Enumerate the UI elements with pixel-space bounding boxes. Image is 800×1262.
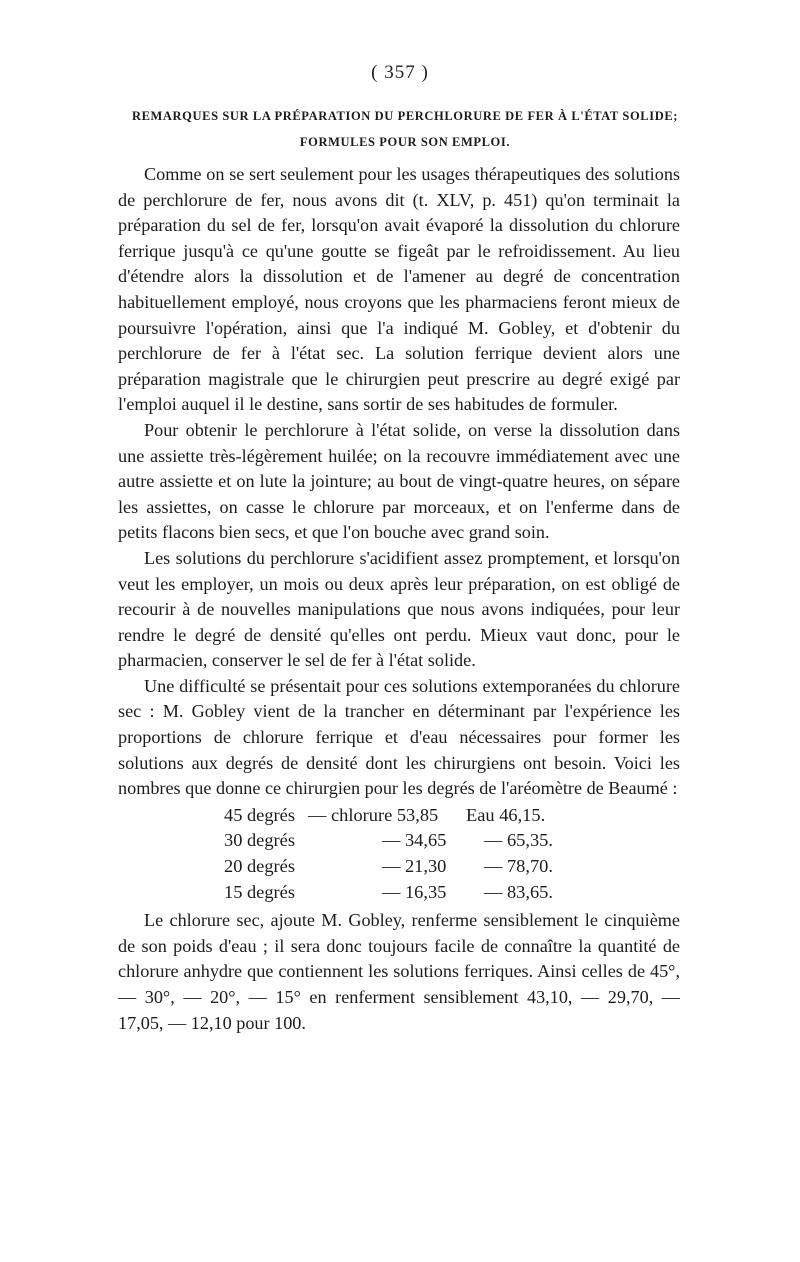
table-row: [224, 828, 586, 854]
table-row: [224, 854, 586, 880]
article-body: [118, 162, 680, 1036]
chlorure-cell: — 34,65: [382, 830, 447, 851]
chlorure-cell: — 16,35: [382, 881, 447, 902]
paragraph-method: Pour obtenir le perchlorure à l'état solide, on verse la dissolution dans une assiette très-légèrement huilée; on la recouvre immédiatement avec une autre assiette et on lute la jointure; au bout de vingt-quatre heures, on sépare les assiettes, on casse le chlorure par morceaux, et on l'enferme dans de petits flacons bien secs, et que l'on bouche avec grand soin.: [118, 419, 680, 543]
chlorure-cell: — 21,30: [382, 856, 447, 877]
paragraph-intro: Comme on se sert seulement pour les usages thérapeutiques des solutions de perchlorure de fer, nous avons dit (t. XLV, p. 451) qu'on terminait la préparation du sel de fer, lorsqu'on avait évaporé la dissolution du chlorure ferrique jusqu'à ce qu'une goutte se figeât par le refroidissement. Au lieu d'étendre alors la dissolution et de l'amener au degré de concentration habituellement employé, nous croyons que les pharmaciens feront mieux de poursuivre l'opération, ainsi que l'a indiqué M. Gobley, et d'obtenir du perchlorure de fer à l'état sec. La solution ferrique devient alors une préparation magistrale que le chirurgien peut prescrire au degré exigé par l'emploi auquel il le destine, sans sortir de ses habitudes de formuler.: [118, 164, 680, 415]
paragraph-acidification: Les solutions du perchlorure s'acidifient assez promptement, et lorsqu'on veut les employer, un mois ou deux après leur préparation, on est obligé de recourir à de nouvelles manipulations que nous avons indiquées, pour leur rendre le degré de densité qu'elles ont perdu. Mieux vaut donc, pour le pharmacien, conserver le sel de fer à l'état solide.: [118, 547, 680, 671]
eau-cell: — 65,35.: [484, 830, 553, 851]
chlorure-cell: — chlorure 53,85: [308, 804, 439, 825]
eau-cell: Eau 46,15.: [466, 804, 546, 825]
degree-cell: 20 degrés: [224, 856, 295, 877]
degree-cell: 30 degrés: [224, 830, 295, 851]
degree-cell: 45 degrés: [224, 804, 295, 825]
article-heading-line-2: FORMULES POUR SON EMPLOI.: [299, 135, 511, 149]
beaume-degree-table: [224, 803, 586, 905]
eau-cell: — 78,70.: [484, 856, 553, 877]
paragraph-closing: Le chlorure sec, ajoute M. Gobley, renferme sensiblement le cinquième de son poids d'eau ; il sera donc toujours facile de connaître la quantité de chlorure anhydre que contiennent les solutions ferriques. Ainsi celles de 45°, — 30°, — 20°, — 15° en renferment sensiblement 43,10, — 29,70, — 17,05, — 12,10 pour 100.: [118, 910, 680, 1033]
table-row: [224, 880, 586, 906]
degree-cell: 15 degrés: [224, 881, 295, 902]
table-row: [224, 803, 586, 829]
eau-cell: — 83,65.: [484, 881, 553, 902]
paragraph-difficulty: Une difficulté se présentait pour ces solutions extemporanées du chlorure sec : M. Gobley vient de la trancher en déterminant par l'expérience les proportions de chlorure ferrique et d'eau nécessaires pour former les solutions aux degrés de densité dont les chirurgiens ont besoin. Voici les nombres que donne ce chirurgien pour les degrés de l'aréomètre de Beaumé :: [118, 675, 680, 799]
page-number: ( 357 ): [371, 62, 429, 83]
article-heading-line-1: REMARQUES SUR LA PRÉPARATION DU PERCHLORURE DE FER À L'ÉTAT SOLIDE;: [131, 109, 679, 123]
